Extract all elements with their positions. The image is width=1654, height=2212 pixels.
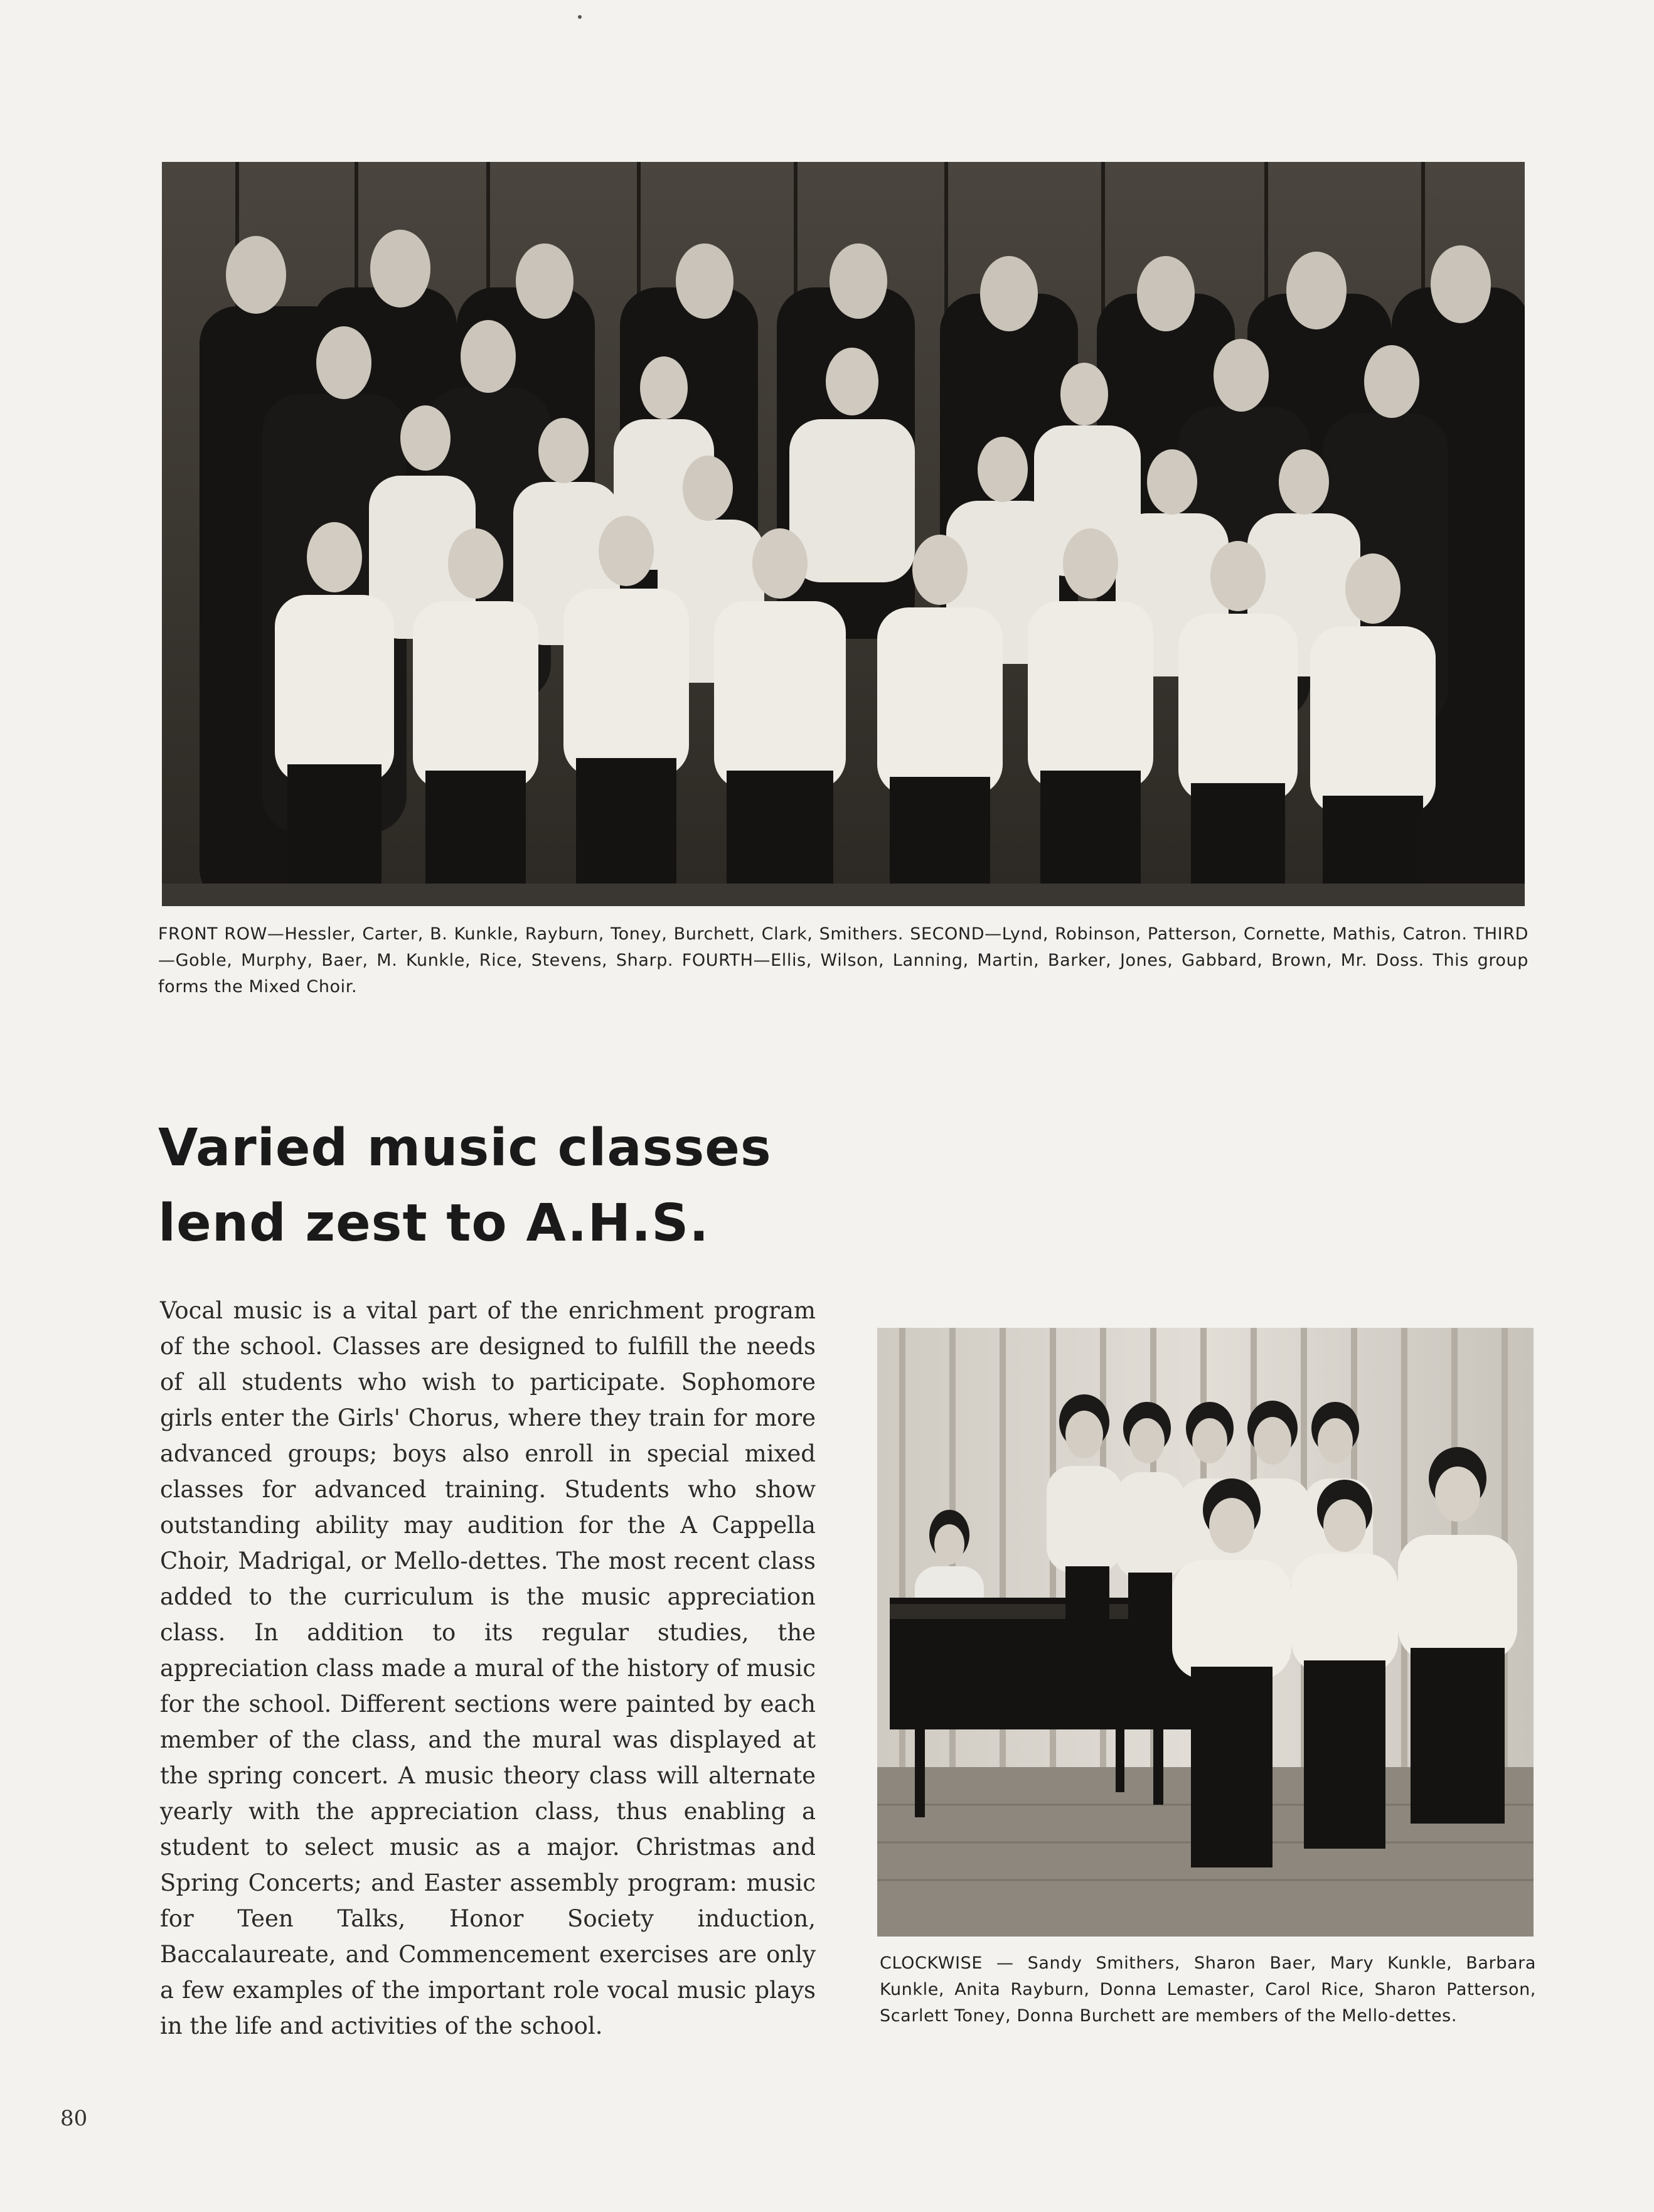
article-body: Vocal music is a vital part of the enrichment program of the school. Classes are designed to fulfill the needs of all students who wish to participate. Sophomore girls enter the Girls' Chorus, where they train for more advanced groups; boys also enroll in special mixed classes for advanced training. Students who show outstanding ability may audition for the A Cappella Choir, Madrigal, or Mello-dettes. The most recent class added to the curriculum is the music appreciation class. In addition to its regular studies, the appreciation class made a mural of the history of music for the school. Different sections were painted by each member of the class, and the mural was displayed at the spring concert. A music theory class will alternate yearly with the appreciation class, thus enabling a student to select music as a major. Christmas and Spring Concerts; and Easter assembly program: music for Teen Talks, Honor Society induction, Baccalaureate, and Commencement exercises are only a few examples of the important role vocal music plays in the life and activities of the school. xyxy=(160,1297,816,2039)
article-headline xyxy=(158,1111,974,1261)
page-number: 80 xyxy=(60,2106,88,2131)
mello-dettes-photo xyxy=(877,1328,1534,1937)
mello-dettes-caption: CLOCKWISE — Sandy Smithers, Sharon Baer, Mary Kunkle, Barbara Kunkle, Anita Rayburn, Donna Lemaster, Carol Rice, Sharon Patterson, Scarlett Toney, Donna Burchett are members of the Mello-dettes. xyxy=(880,1953,1536,2026)
print-speck xyxy=(578,15,582,19)
headline-line-1: Varied music classes xyxy=(158,1118,772,1178)
mixed-choir-photo-illustration xyxy=(162,162,1525,906)
mixed-choir-caption: FRONT ROW—Hessler, Carter, B. Kunkle, Rayburn, Toney, Burchett, Clark, Smithers. SECOND—Lynd, Robinson, Patterson, Cornette, Mathis, Catron. THIRD—Goble, Murphy, Baer, M. Kunkle, Rice, Stevens, Sharp. FOURTH—Ellis, Wilson, Lanning, Martin, Barker, Jones, Gabbard, Brown, Mr. Doss. This group forms the Mixed Choir. xyxy=(158,924,1529,996)
mello-dettes-photo-illustration xyxy=(877,1328,1534,1937)
headline-line-2: lend zest to A.H.S. xyxy=(158,1194,710,1253)
mixed-choir-photo xyxy=(162,162,1525,906)
